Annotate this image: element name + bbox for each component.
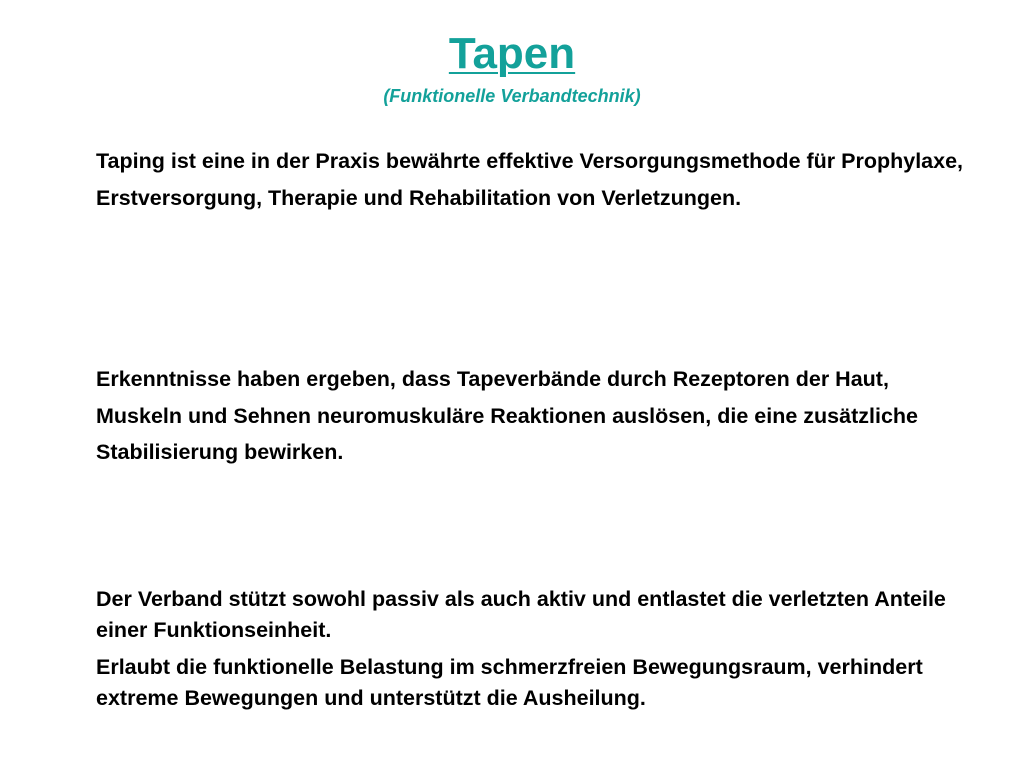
paragraph-support: Der Verband stützt sowohl passiv als auch aktiv und entlastet die verletzten Anteile einer Funktionseinheit. — [96, 587, 946, 642]
slide-subtitle: (Funktionelle Verbandtechnik) — [383, 86, 641, 106]
paragraph-load: Erlaubt die funktionelle Belastung im schmerzfreien Bewegungsraum, verhindert extreme Bewegungen und unterstützt die Ausheilung. — [96, 655, 923, 710]
paragraph-taping-intro: Taping ist eine in der Praxis bewährte effektive Versorgungsmethode für Prophylaxe, Erstversorgung, Therapie und Rehabilitation von Verletzungen. — [96, 149, 964, 210]
slide-title: Tapen — [448, 29, 576, 78]
paragraph-findings: Erkenntnisse haben ergeben, dass Tapeverbände durch Rezeptoren der Haut, Muskeln und Sehnen neuromuskuläre Reaktionen auslösen, die eine zusätzliche Stabilisierung bewirken. — [96, 367, 918, 464]
